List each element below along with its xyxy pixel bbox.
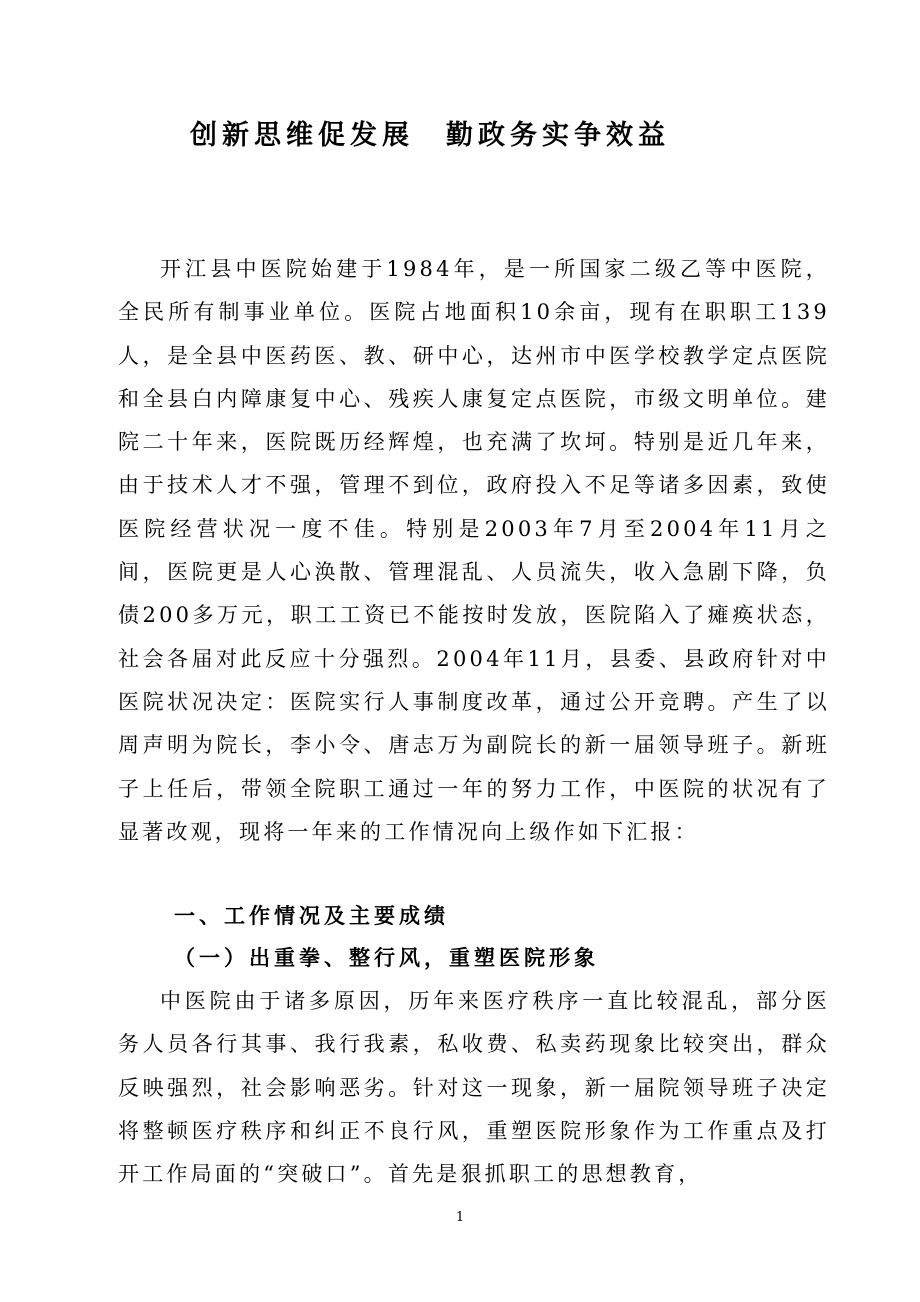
body-paragraph-intro: 开江县中医院始建于1984年，是一所国家二级乙等中医院，全民所有制事业单位。医院占地面积10余亩，现有在职职工139人，是全县中医药医、教、研中心，达州市中医学校教学定点医院和全县白内障康复中心、残疾人康复定点医院，市级文明单位。建院二十年来，医院既历经辉煌，也充满了坎坷。特别是近几年来，由于技术人才不强，管理不到位，政府投入不足等诸多因素，致使医院经营状况一度不佳。特别是2003年7月至2004年11月之间，医院更是人心涣散、管理混乱、人员流失，收入急剧下降，负债200多万元，职工工资已不能按时发放，医院陷入了瘫痪状态，社会各届对此反应十分强烈。2004年11月，县委、县政府针对中医院状况决定：医院实行人事制度改革，通过公开竞聘。产生了以周声明为院长，李小令、唐志万为副院长的新一届领导班子。新班子上任后，带领全院职工通过一年的努力工作，中医院的状况有了显著改观，现将一年来的工作情况向上级作如下汇报： xyxy=(118,257,830,844)
document-title: 创新思维促发展 勤政务实争效益 xyxy=(190,120,670,151)
section-heading: 一、工作情况及主要成绩 xyxy=(174,904,449,928)
subsection-heading: （一）出重拳、整行风，重塑医院形象 xyxy=(174,946,599,970)
page-number: 1 xyxy=(455,1210,465,1225)
body-paragraph-section: 中医院由于诸多原因，历年来医疗秩序一直比较混乱，部分医务人员各行其事、我行我素，私收费、私卖药现象比较突出，群众反映强烈，社会影响恶劣。针对这一现象，新一届院领导班子决定将整顿医疗秩序和纠正不良行风，重塑医院形象作为工作重点及打开工作局面的“突破口”。首先是狠抓职工的思想教育， xyxy=(118,989,830,1187)
